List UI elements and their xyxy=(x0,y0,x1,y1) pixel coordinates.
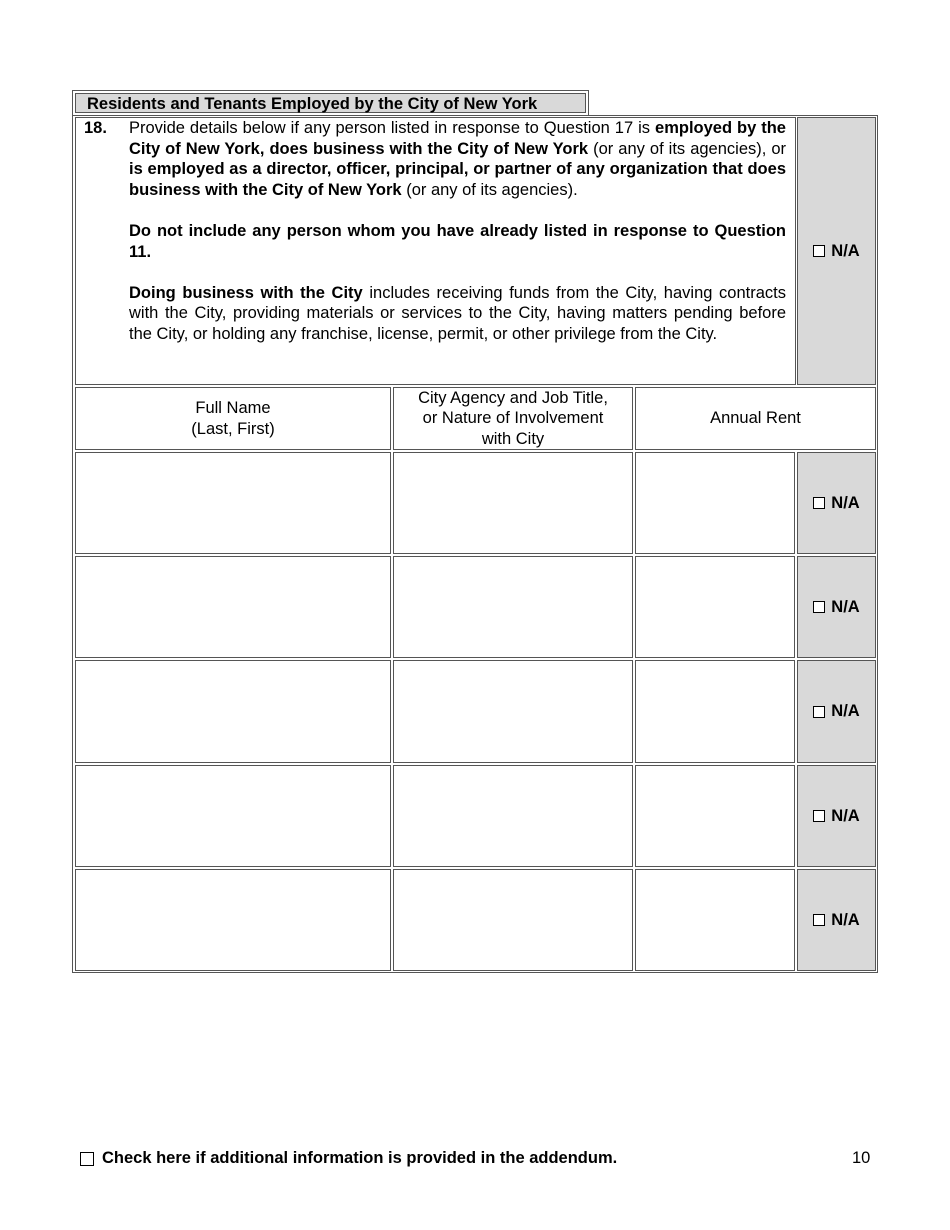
text-run: (or any of its agencies). xyxy=(401,180,578,199)
page-number: 10 xyxy=(852,1149,871,1167)
question-paragraph-1 xyxy=(129,118,786,200)
checkbox-icon[interactable] xyxy=(813,601,825,613)
header-text: Full Name xyxy=(195,398,271,417)
na-label: N/A xyxy=(831,493,860,512)
addendum-label: Check here if additional information is provided in the addendum. xyxy=(102,1149,618,1167)
text-run-bold: Do not include any person whom you have already listed in response to Question 11. xyxy=(129,221,786,261)
full-name-field[interactable] xyxy=(75,660,391,763)
question-paragraph-3 xyxy=(129,283,786,345)
annual-rent-field[interactable] xyxy=(635,452,795,554)
section-header xyxy=(72,90,589,116)
text-run-bold: Doing business with the City xyxy=(129,283,363,302)
row-na-checkbox[interactable] xyxy=(797,660,876,763)
na-label: N/A xyxy=(831,910,860,929)
agency-field[interactable] xyxy=(393,869,633,971)
row-na-checkbox[interactable] xyxy=(797,765,876,867)
full-name-field[interactable] xyxy=(75,556,391,658)
checkbox-icon[interactable] xyxy=(813,914,825,926)
checkbox-icon[interactable] xyxy=(813,706,825,718)
header-text: or Nature of Involvement xyxy=(422,409,604,428)
checkbox-icon[interactable] xyxy=(813,245,825,257)
row-na-checkbox[interactable] xyxy=(797,556,876,658)
agency-field[interactable] xyxy=(393,660,633,763)
annual-rent-field[interactable] xyxy=(635,869,795,971)
row-na-checkbox[interactable] xyxy=(797,452,876,554)
header-text: (Last, First) xyxy=(191,419,275,438)
header-text: Annual Rent xyxy=(710,409,801,428)
checkbox-icon[interactable] xyxy=(813,810,825,822)
na-label: N/A xyxy=(831,806,860,825)
text-run: Provide details below if any person listed in response to Question 17 is xyxy=(129,119,656,137)
annual-rent-field[interactable] xyxy=(635,765,795,867)
agency-field[interactable] xyxy=(393,765,633,867)
checkbox-icon[interactable] xyxy=(813,497,825,509)
checkbox-icon[interactable] xyxy=(80,1152,94,1166)
header-text: City Agency and Job Title, xyxy=(418,388,608,407)
text-run-bold: employed by the City of New York, does business with the City of New York xyxy=(129,119,786,158)
agency-field[interactable] xyxy=(393,452,633,554)
header-agency xyxy=(393,387,633,450)
question-na-checkbox[interactable] xyxy=(797,117,876,385)
text-run: (or any of its agencies), or xyxy=(588,139,787,158)
question-number: 18. xyxy=(84,119,107,137)
full-name-field[interactable] xyxy=(75,869,391,971)
agency-field[interactable] xyxy=(393,556,633,658)
header-annual-rent xyxy=(635,387,876,450)
header-text: with City xyxy=(481,429,545,448)
full-name-field[interactable] xyxy=(75,765,391,867)
question-text xyxy=(129,118,786,345)
text-run: includes receiving funds from the City, having contracts with the City, providing materials or services to the City, having matters pending before the City, or holding any franchise, license, permit, or other privilege from the City. xyxy=(129,283,786,343)
row-na-checkbox[interactable] xyxy=(797,869,876,971)
full-name-field[interactable] xyxy=(75,452,391,554)
annual-rent-field[interactable] xyxy=(635,556,795,658)
na-label: N/A xyxy=(831,702,860,720)
header-full-name xyxy=(75,387,391,450)
na-label: N/A xyxy=(831,597,860,616)
na-label: N/A xyxy=(831,241,860,260)
annual-rent-field[interactable] xyxy=(635,660,795,763)
section-title: Residents and Tenants Employed by the City of New York xyxy=(75,93,586,113)
text-run-bold: is employed as a director, officer, principal, or partner of any organization that does business with the City of New York xyxy=(129,160,786,199)
question-paragraph-2 xyxy=(129,221,786,262)
addendum-checkbox[interactable] xyxy=(80,1149,617,1168)
